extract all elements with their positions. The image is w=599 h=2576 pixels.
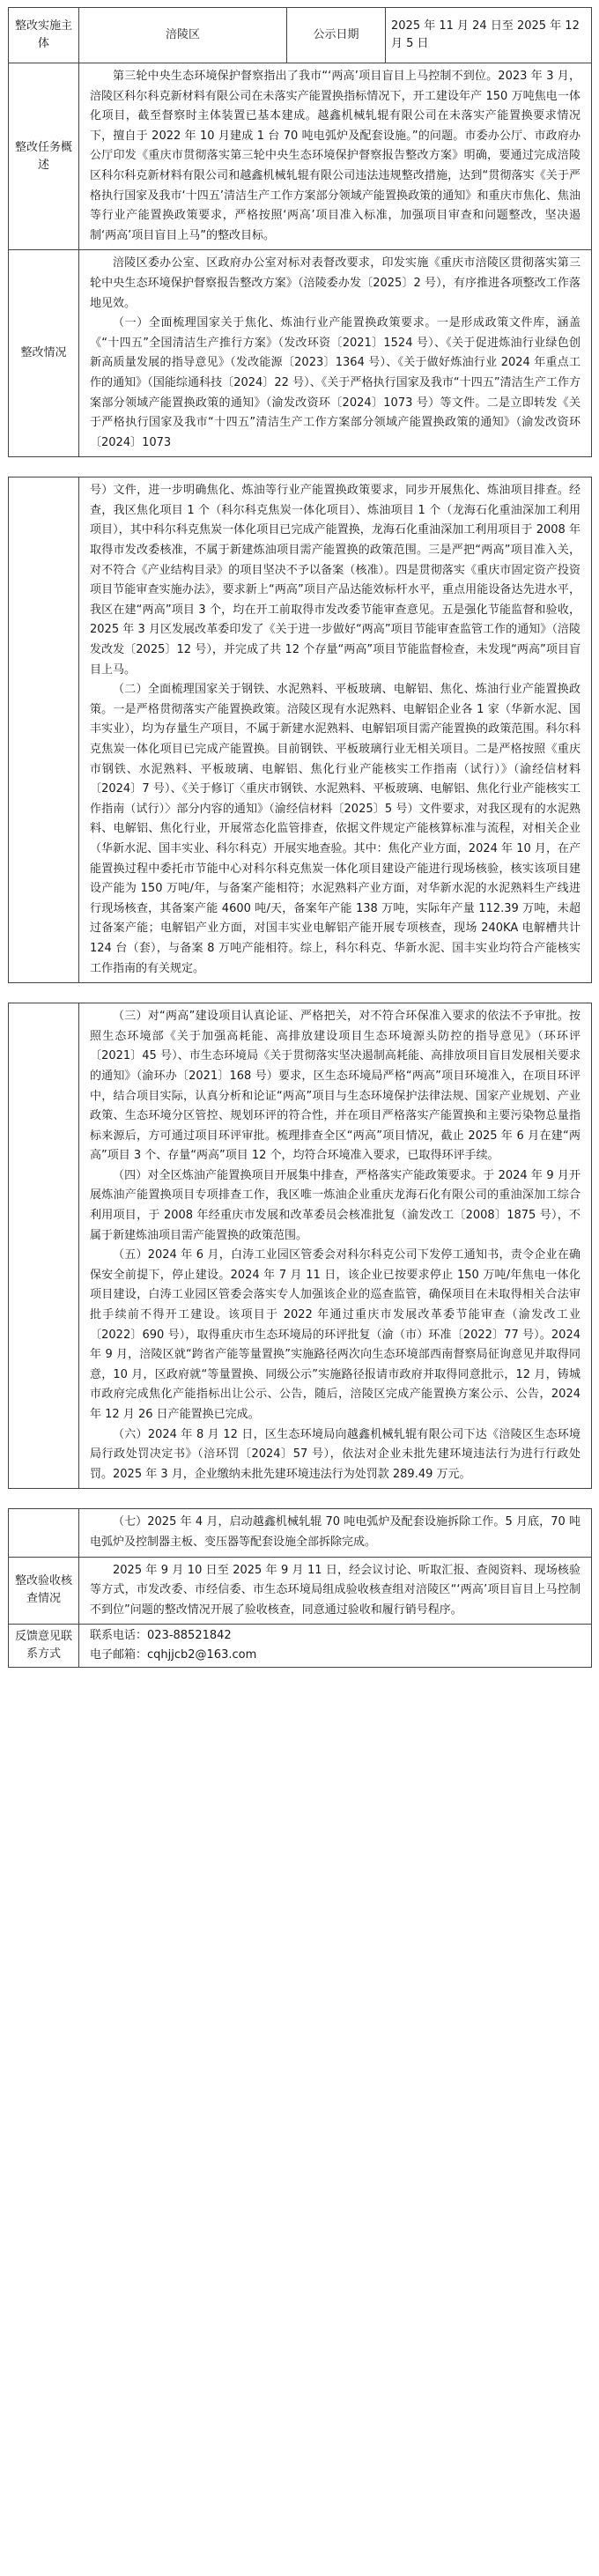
overview-text: 第三轮中央生态环境保护督察指出了我市“‘两高’项目盲目上马控制不到位。2023 年 3 月，涪陵区科尔科克新材料有限公司在未落实产能置换指标情况下，开工建设年产 150 万吨焦电一体化项目，截至督察时主体装置已基本建成。越鑫机械轧辊有限公司在未落实产能置换要求情况下，擅自于 2022 年 10 月建成 1 台 70 吨电弧炉及配套设施。”的问题。市委办公厅、市政府办公厅印发《重庆市贯彻落实第三轮中央生态环境保护督察报告整改方案》明确，要通过完成涪陵区科尔科克新材料有限公司和越鑫机械轧辊有限公司违法违规整改措施，达到“贯彻落实《关于严格执行国家及我市‘十四五’清洁生产工作方案部分领域产能置换政策的通知》和重庆市焦化、焦油等行业产能置换政策要求，严格按照‘两高’项目准入标准，加强项目审查和问题整改，坚决遏制‘两高’项目盲目上马”的整改目标。 xyxy=(90,70,581,242)
situation-paragraph-2a: （一）全面梳理国家关于焦化、炼油行业产能置换政策要求。一是形成政策文件库，涵盖《“十四五”全国清洁生产推行方案》（发改环资〔2021〕1524 号）、《关于促进炼油行业绿色创新高质量发展的指导意见》（发改能源〔2023〕1364 号）、《关于做好炼油行业 2024 年重点工作的通知》（国能综通科技〔2024〕22 号）、《关于严格执行国家及我市“十四五”清洁生产工作方案部分领域产能置换政策的通知》（渝发改资环〔2024〕1073 号）等文件。二是立即转发《关于严格执行国家及我市“十四五”清洁生产工作方案部分领域产能置换政策的通知》（渝发改资环〔2024〕1073 xyxy=(90,316,581,449)
contact-row xyxy=(9,1625,592,1668)
subject-value: 涪陵区 xyxy=(79,8,287,63)
situation-paragraph-3: （二）全面梳理国家关于钢铁、水泥熟料、平板玻璃、电解铝、焦化、炼油行业产能置换政策。一是严格贯彻落实产能置换政策。涪陵区现有水泥熟料、电解铝企业各 1 家（华新水泥、国丰实业），均为存量生产项目，不属于新建水泥熟料、电解铝项目需产能置换的政策范围。科尔科克焦炭一体化项目已完成产能置换。目前钢铁、平板玻璃行业无相关项目。二是严格按照《重庆市钢铁、水泥熟料、平板玻璃、电解铝、焦化行业产能核实工作指南（试行）》（渝经信材料〔2024〕7 号）、《关于修订〈重庆市钢铁、水泥熟料、平板玻璃、电解铝、焦化行业产能核实工作指南（试行）〉部分内容的通知》（渝经信材料〔2025〕5 号）文件要求，对我区现有的水泥熟料、电解铝、焦化行业，开展常态化监管排查，依据文件规定产能核算标准与流程，对相关企业（华新水泥、国丰实业、科尔科克）开展实地查验。其中：焦化产业方面，2024 年 10 月，在产能置换过程中委托市节能中心对科尔科克焦炭一体化项目建设产能进行现场核验，核实该项目建设产能为 150 万吨/年，与备案产能相符；水泥熟料产业方面，对华新水泥的水泥熟料生产线进行现场核查，其备案产能 4600 吨/天，备案年产能 138 万吨，实际年产量 112.39 万吨，未超过备案产能；电解铝产业方面，对国丰实业电解铝产能开展专项核查，现场 240KA 电解槽共计 124 台（套），与备案 8 万吨产能相符。综上，科尔科克、华新水泥、国丰实业均符合产能核实工作指南的有关规定。 xyxy=(90,683,581,975)
situation-row-part-2 xyxy=(9,477,592,983)
acceptance-text: 2025 年 9 月 10 日至 2025 年 9 月 11 日，经会议讨论、听取汇报、查阅资料、现场核验等方式，市发改委、市经信委、市生态环境局组成验收核查组对涪陵区“‘两高’项目盲目上马控制不到位”问题的整改情况开展了验收核查，同意通过验收和履行销号程序。 xyxy=(90,1563,581,1617)
overview-label: 整改任务概述 xyxy=(9,63,79,250)
time-label: 公示日期 xyxy=(287,8,386,63)
contact-email: 电子邮箱：cqhjjcb2@163.com xyxy=(90,1648,257,1662)
situation-row-part-4 xyxy=(9,1509,592,1557)
situation-paragraph-8: （七）2025 年 4 月，启动越鑫机械轧辊 70 吨电弧炉及配套设施拆除工作。5 月底，70 吨电弧炉及控制器主板、变压器等配套设施全部拆除完成。 xyxy=(90,1515,581,1549)
situation-row-part-1 xyxy=(9,250,592,457)
acceptance-cell xyxy=(79,1557,592,1625)
form-table-part-1 xyxy=(8,7,592,457)
situation-paragraph-6: （五）2024 年 6 月，白涛工业园区管委会对科尔科克公司下发停工通知书，责令企业在确保安全前提下，停止建设。2024 年 7 月 11 日，该企业已按要求停止 150 万吨/年焦电一体化项目建设，白涛工业园区管委会落实专人加强该企业的巡查监管，确保项目在未取得相关合法审批手续前不得开工建设。该项目于 2022 年通过重庆市发展改革委节能审查（渝发改工业〔2022〕690 号），取得重庆市生态环境局的环评批复（渝（市）环准〔2022〕77 号）。2024 年 9 月，涪陵区就“跨省产能等量置换”实施路径两次向生态环境部西南督察局征询意见并取得同意，10 月，区政府就“等量置换、同级公示”实施路径报请市政府并取得同意批示，12 月，铸城市政府完成焦化产能指标出让公示、公告，随后，涪陵区完成产能置换方案公示、公告，2024 年 12 月 26 日产能置换已完成。 xyxy=(90,1248,581,1421)
situation-continued-label-3 xyxy=(9,1509,79,1557)
situation-paragraph-7: （六）2024 年 8 月 12 日，区生态环境局向越鑫机械轧辊有限公司下达《涪陵区生态环境局行政处罚决定书》（涪环罚〔2024〕57 号），依法对企业未批先建环境违法行为进行行政处罚。2025 年 3 月，企业缴纳未批先建环境违法行为处罚款 289.49 万元。 xyxy=(90,1427,581,1481)
disclosure-form xyxy=(8,7,591,1668)
situation-paragraph-1: 涪陵区委办公室、区政府办公室对标对表督改要求，印发实施《重庆市涪陵区贯彻落实第三轮中央生态环境保护督察报告整改方案》（涪陵委办发〔2025〕2 号），有序推进各项整改工作落地见效。 xyxy=(90,256,581,310)
time-value: 2025 年 11 月 24 日至 2025 年 12 月 5 日 xyxy=(386,8,592,63)
situation-label: 整改情况 xyxy=(9,250,79,457)
situation-paragraph-4: （三）对“两高”建设项目认真论证、严格把关，对不符合环保准入要求的依法不予审批。按照生态环境部《关于加强高耗能、高排放建设项目生态环境源头防控的指导意见》（环环评〔2021〕45 号）、市生态环境局《关于贯彻落实坚决遏制高耗能、高排放项目盲目发展相关要求的通知》（渝环办〔2021〕168 号）要求，区生态环境局严格“两高”项目环境准入，在项目环评中，结合项目实际，认真分析和论证“两高”项目与生态环境保护法律法规、国家产业规划、产业政策、生态环境分区管控、规划环评的符合性，并在项目严格落实产能置换和主要污染物总量指标来源后，方可通过项目环评审批。梳理排查全区“两高”项目情况，截止 2025 年 6 月在建“两高”项目 3 个、存量“两高”项目 12 个，均符合环境准入要求，已取得环评手续。 xyxy=(90,1010,581,1163)
contact-cell xyxy=(79,1625,592,1668)
situation-paragraph-5: （四）对全区炼油产能置换项目开展集中排查，严格落实产能政策要求。于 2024 年 9 月开展炼油产能置换项目专项排查工作，我区唯一炼油企业重庆龙海石化有限公司的重油深加工综合利用项目，于 2008 年经重庆市发展和改革委员会核准批复（渝发改工〔2008〕1875 号），不属于新建炼油项目需产能置换的政策范围。 xyxy=(90,1168,581,1242)
overview-cell xyxy=(79,63,592,250)
situation-cell-4 xyxy=(79,1509,592,1557)
situation-cell-2 xyxy=(79,477,592,983)
form-table-part-4 xyxy=(8,1508,592,1668)
contact-phone: 联系电话：023-88521842 xyxy=(90,1629,232,1643)
contact-label: 反馈意见联系方式 xyxy=(9,1625,79,1668)
form-table-part-3 xyxy=(8,1003,592,1489)
situation-row-part-3 xyxy=(9,1003,592,1489)
header-row xyxy=(9,8,592,63)
situation-continued-label xyxy=(9,477,79,983)
situation-cell-3 xyxy=(79,1003,592,1489)
subject-label: 整改实施主体 xyxy=(9,8,79,63)
acceptance-row xyxy=(9,1557,592,1625)
situation-paragraph-2b: 号）文件，进一步明确焦化、炼油等行业产能置换政策要求，同步开展焦化、炼油项目排查。经查，我区焦化项目 1 个（科尔科克焦炭一体化项目）、炼油项目 1 个（龙海石化重油深加工利用项目），其中科尔科克焦炭一体化项目已完成产能置换，龙海石化重油深加工利用项目于 2008 年取得市发改委核准，不属于新建炼油项目需产能置换的政策范围。三是严把“两高”项目准入关，对不符合《产业结构目录》的项目坚决不予以备案（核准）。四是贯彻落实《重庆市固定资产投资项目节能审查实施办法》，要求新上“两高”项目产品达能效标杆水平，重点用能设备达先进水平，我区在建“两高”项目 3 个，均在开工前取得市发改委节能审查意见。五是强化节能监督和验收，2025 年 3 月区发展改革委印发了《关于进一步做好“两高”项目节能审查监管工作的通知》（涪陵发改发〔2025〕12 号），并完成了共 12 个存量“两高”项目节能监督检查，未发现“两高”项目盲目上马。 xyxy=(90,484,581,677)
situation-continued-label-2 xyxy=(9,1003,79,1489)
situation-cell-1 xyxy=(79,250,592,457)
form-table-part-2 xyxy=(8,477,592,983)
acceptance-label: 整改验收核查情况 xyxy=(9,1557,79,1625)
overview-row xyxy=(9,63,592,250)
